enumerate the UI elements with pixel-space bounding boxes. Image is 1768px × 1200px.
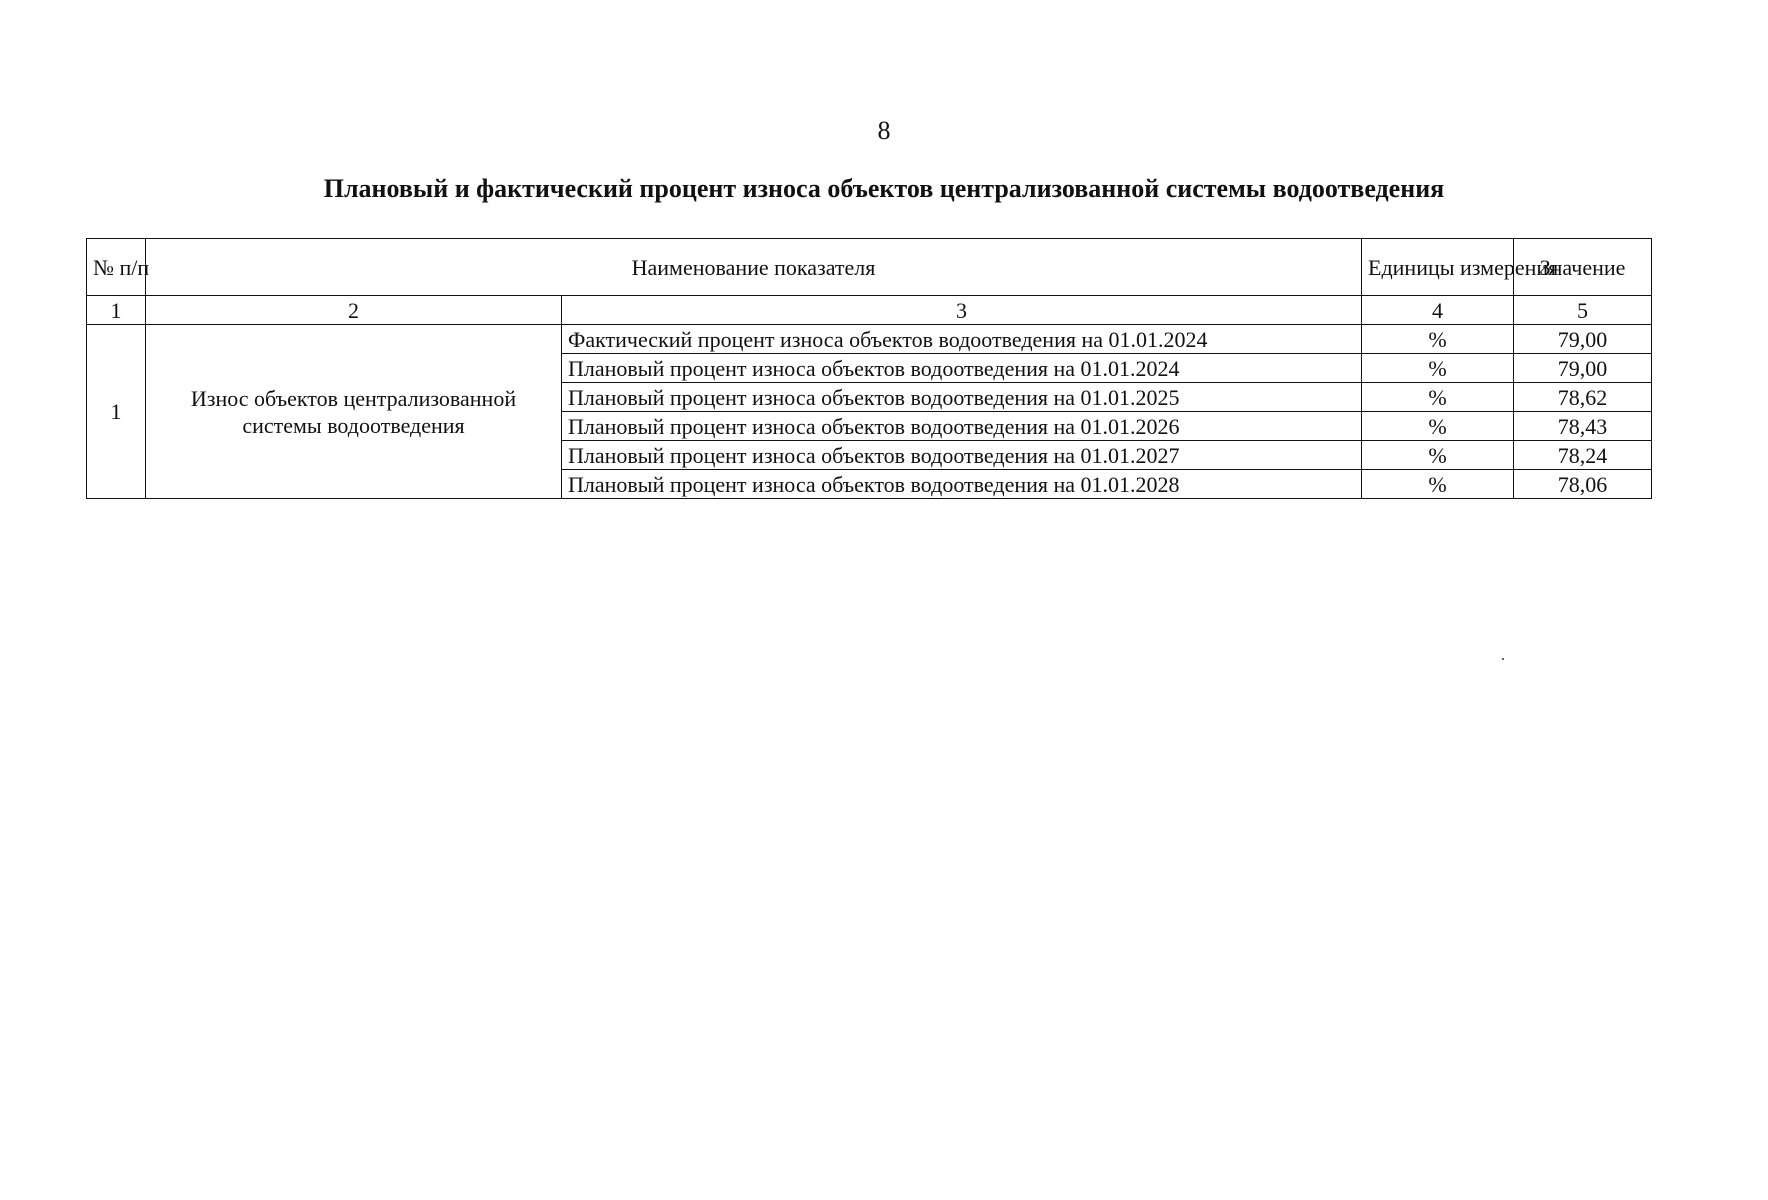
indicator-name: Плановый процент износа объектов водоотведения на 01.01.2025 [562,383,1362,412]
group-number: 1 [87,325,146,499]
group-label: Износ объектов централизованной системы водоотведения [146,325,562,499]
value-cell: 78,62 [1514,383,1652,412]
table-header-row [87,239,1652,296]
column-number-row [87,296,1652,325]
indicator-name: Плановый процент износа объектов водоотведения на 01.01.2024 [562,354,1362,383]
header-value: Значение [1514,239,1652,296]
unit-cell: % [1362,383,1514,412]
column-number: 2 [146,296,562,325]
value-cell: 78,24 [1514,441,1652,470]
table-row [87,325,1652,354]
page-number: 8 [877,116,891,145]
unit-cell: % [1362,354,1514,383]
header-unit: Единицы измерения [1362,239,1514,296]
document-title: Плановый и фактический процент износа объектов централизованной системы водоотведения [323,174,1445,203]
column-number: 4 [1362,296,1514,325]
column-number: 1 [87,296,146,325]
unit-cell: % [1362,470,1514,499]
unit-cell: % [1362,412,1514,441]
value-cell: 78,06 [1514,470,1652,499]
column-number: 5 [1514,296,1652,325]
value-cell: 79,00 [1514,325,1652,354]
indicator-name: Фактический процент износа объектов водоотведения на 01.01.2024 [562,325,1362,354]
header-num: № п/п [87,239,146,296]
header-indicator-name: Наименование показателя [146,239,1362,296]
wear-percentage-table [86,238,1652,499]
unit-cell: % [1362,325,1514,354]
scan-speck [1502,658,1504,660]
value-cell: 78,43 [1514,412,1652,441]
indicator-name: Плановый процент износа объектов водоотведения на 01.01.2027 [562,441,1362,470]
indicator-name: Плановый процент износа объектов водоотведения на 01.01.2028 [562,470,1362,499]
unit-cell: % [1362,441,1514,470]
column-number: 3 [562,296,1362,325]
indicator-name: Плановый процент износа объектов водоотведения на 01.01.2026 [562,412,1362,441]
value-cell: 79,00 [1514,354,1652,383]
